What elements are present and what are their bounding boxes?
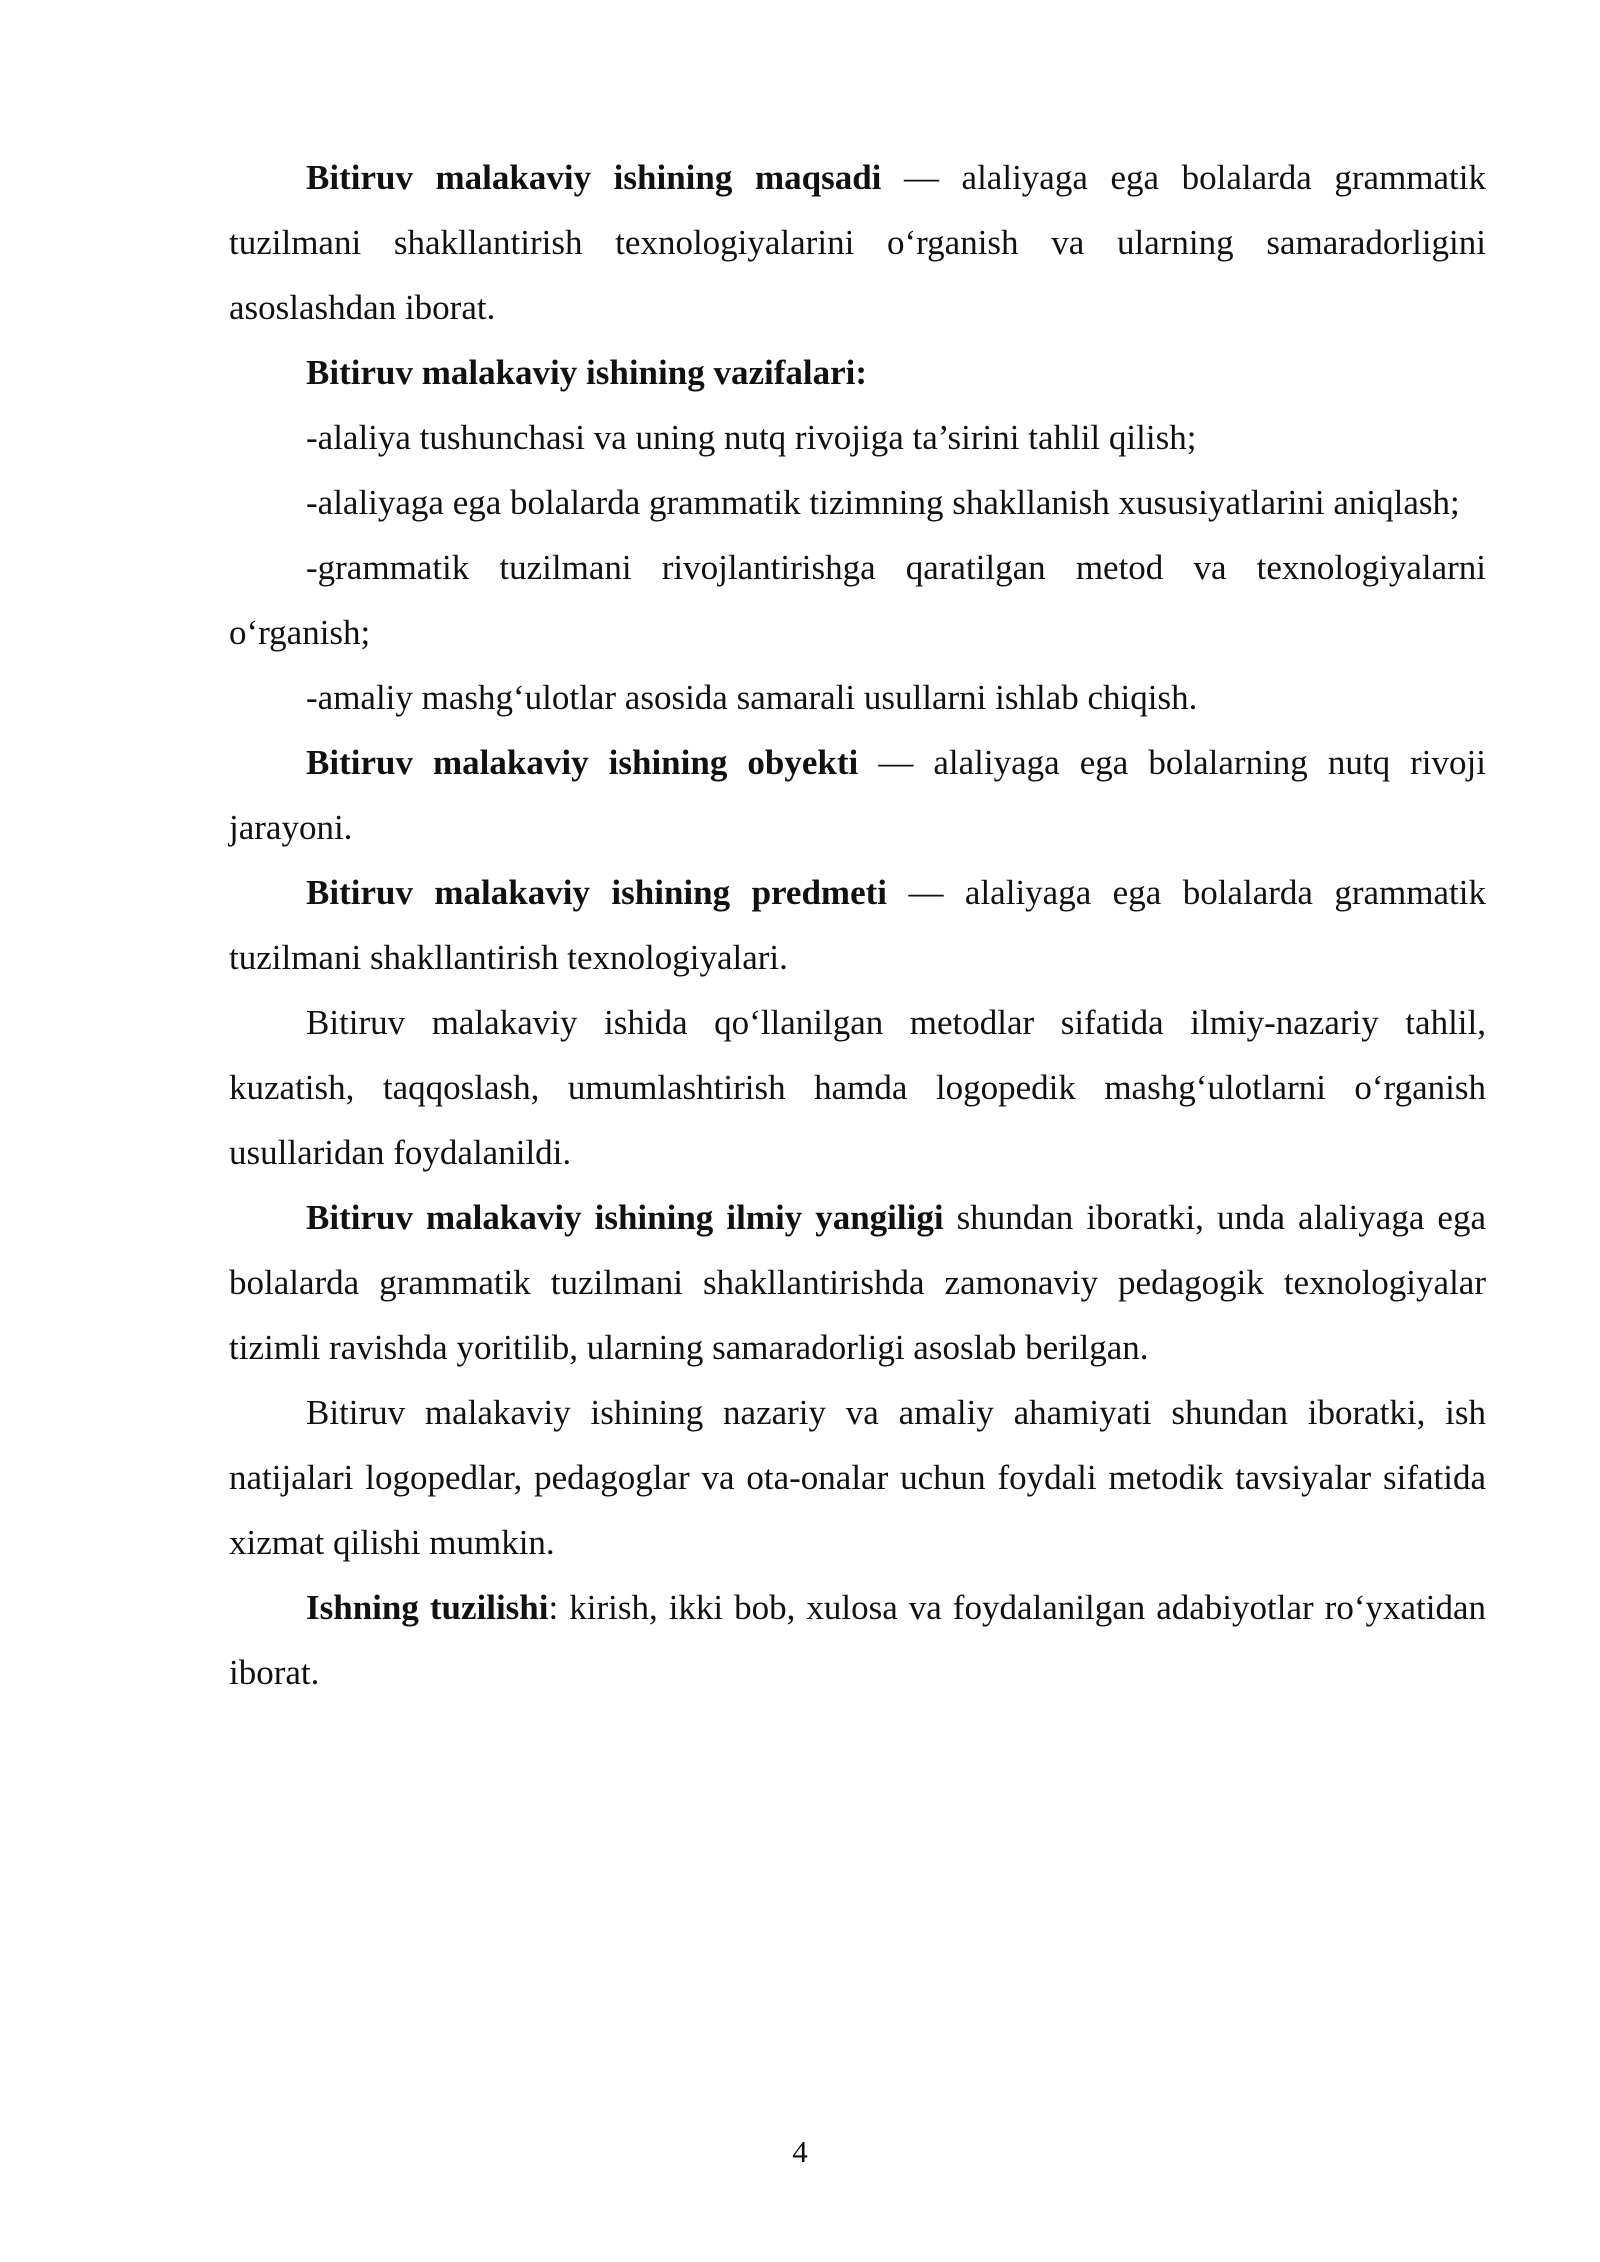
- paragraph-significance: [229, 1380, 1486, 1575]
- paragraph-text: — alaliyaga ega bolalarda grammatik tuzilmani shakllantirish texnologiyalarini o‘rganish va ularning samaradorligini asoslashdan iborat.: [229, 158, 1486, 327]
- paragraph-text: — alaliyaga ega bolalarning nutq rivoji jarayoni.: [229, 743, 1486, 847]
- paragraph-goal: [229, 145, 1486, 340]
- task-item: [229, 470, 1486, 535]
- paragraph-heading: Bitiruv malakaviy ishining vazifalari:: [306, 353, 868, 392]
- paragraph-novelty: [229, 1185, 1486, 1380]
- paragraph-heading: Bitiruv malakaviy ishining predmeti: [306, 873, 888, 912]
- paragraph-text: : kirish, ikki bob, xulosa va foydalanilgan adabiyotlar ro‘yxatidan iborat.: [229, 1588, 1486, 1692]
- paragraph-text: — alaliyaga ega bolalarda grammatik tuzilmani shakllantirish texnologiyalari.: [229, 873, 1486, 977]
- paragraph-heading: Bitiruv malakaviy ishining ilmiy yangiligi: [306, 1198, 944, 1237]
- paragraph-text: -amaliy mashg‘ulotlar asosida samarali usullarni ishlab chiqish.: [306, 678, 1198, 717]
- paragraph-heading: Bitiruv malakaviy ishining obyekti: [306, 743, 859, 782]
- paragraph-object: [229, 730, 1486, 860]
- paragraph-heading: Ishning tuzilishi: [306, 1588, 549, 1627]
- paragraph-subject: [229, 860, 1486, 990]
- paragraph-text: -grammatik tuzilmani rivojlantirishga qaratilgan metod va texnologiyalarni o‘rganish;: [229, 548, 1486, 652]
- task-item: [229, 405, 1486, 470]
- paragraph-heading: Bitiruv malakaviy ishining maqsadi: [306, 158, 882, 197]
- task-item: [229, 535, 1486, 665]
- paragraph-tasks-heading: [229, 340, 1486, 405]
- paragraph-methods: [229, 990, 1486, 1185]
- paragraph-text: -alaliya tushunchasi va uning nutq rivojiga ta’sirini tahlil qilish;: [306, 418, 1197, 457]
- paragraph-text: -alaliyaga ega bolalarda grammatik tizimning shakllanish xususiyatlarini aniqlash;: [306, 483, 1460, 522]
- paragraph-text: Bitiruv malakaviy ishining nazariy va amaliy ahamiyati shundan iboratki, ish natijalari logopedlar, pedagoglar va ota-onalar uchun foydali metodik tavsiyalar sifatida xizmat qilishi mumkin.: [229, 1393, 1486, 1562]
- paragraph-text: Bitiruv malakaviy ishida qo‘llanilgan metodlar sifatida ilmiy-nazariy tahlil, kuzatish, taqqoslash, umumlashtirish hamda logopedik mashg‘ulotlarni o‘rganish usullaridan foydalanildi.: [229, 1003, 1486, 1172]
- page-number: 4: [792, 2134, 808, 2169]
- page-body: [229, 145, 1486, 1705]
- paragraph-text: shundan iboratki, unda alaliyaga ega bolalarda grammatik tuzilmani shakllantirishda zamonaviy pedagogik texnologiyalar tizimli ravishda yoritilib, ularning samaradorligi asoslab berilgan.: [229, 1198, 1486, 1367]
- task-item: [229, 665, 1486, 730]
- paragraph-structure: [229, 1575, 1486, 1705]
